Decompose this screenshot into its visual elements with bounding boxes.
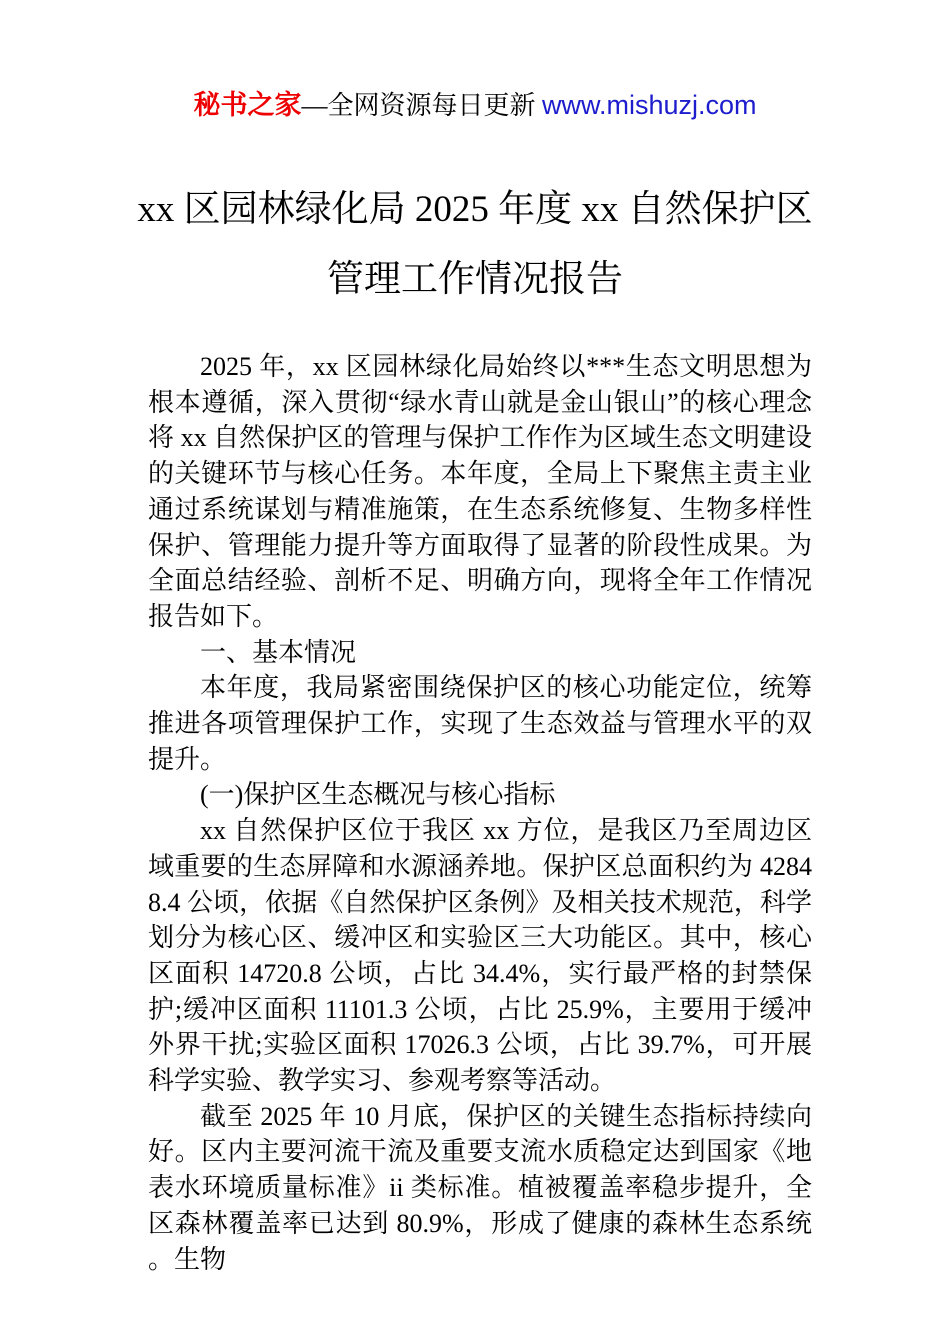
- paragraph: xx 自然保护区位于我区 xx 方位，是我区乃至周边区域重要的生态屏障和水源涵养地。保护区总面积约为 42848.4 公顷，依据《自然保护区条例》及相关技术规范，科学划分为核心区、缓冲区和实验区三大功能区。其中，核心区面积 14720.8 公顷，占比 34.4%，实行最严格的封禁保护;缓冲区面积 11101.3 公顷，占比 25.9%，主要用于缓冲外界干扰;实验区面积 17026.3 公顷，占比 39.7%，可开展科学实验、教学实习、参观考察等活动。: [148, 816, 812, 1096]
- section-heading: 一、基本情况: [200, 637, 357, 667]
- subsection-heading: (一)保护区生态概况与核心指标: [200, 780, 556, 810]
- document-title-line1: xx 区园林绿化局 2025 年度 xx 自然保护区: [137, 189, 813, 230]
- document-title: [120, 175, 830, 315]
- site-tagline: 全网资源每日更新: [327, 91, 536, 120]
- document-body: [148, 349, 812, 1277]
- brand-separator-dash: —: [301, 91, 328, 120]
- site-url-link[interactable]: www.mishuzj.com: [541, 90, 757, 120]
- site-brand: 秘书之家: [193, 90, 302, 120]
- paragraph: 2025 年，xx 区园林绿化局始终以***生态文明思想为根本遵循，深入贯彻“绿水青山就是金山银山”的核心理念将 xx 自然保护区的管理与保护工作作为区域生态文明建设的关键环节与核心任务。本年度，全局上下聚焦主责主业通过系统谋划与精准施策，在生态系统修复、生物多样性保护、管理能力提升等方面取得了显著的阶段性成果。为全面总结经验、剖析不足、明确方向，现将全年工作情况报告如下。: [148, 352, 812, 631]
- document-title-line2: 管理工作情况报告: [327, 259, 623, 300]
- paragraph: 截至 2025 年 10 月底，保护区的关键生态指标持续向好。区内主要河流干流及重要支流水质稳定达到国家《地表水环境质量标准》ii 类标准。植被覆盖率稳步提升，全区森林覆盖率已达到 80.9%，形成了健康的森林生态系统。生物: [148, 1101, 812, 1274]
- paragraph: 本年度，我局紧密围绕保护区的核心功能定位，统筹推进各项管理保护工作，实现了生态效益与管理水平的双提升。: [148, 673, 812, 774]
- site-watermark-header: [0, 0, 950, 123]
